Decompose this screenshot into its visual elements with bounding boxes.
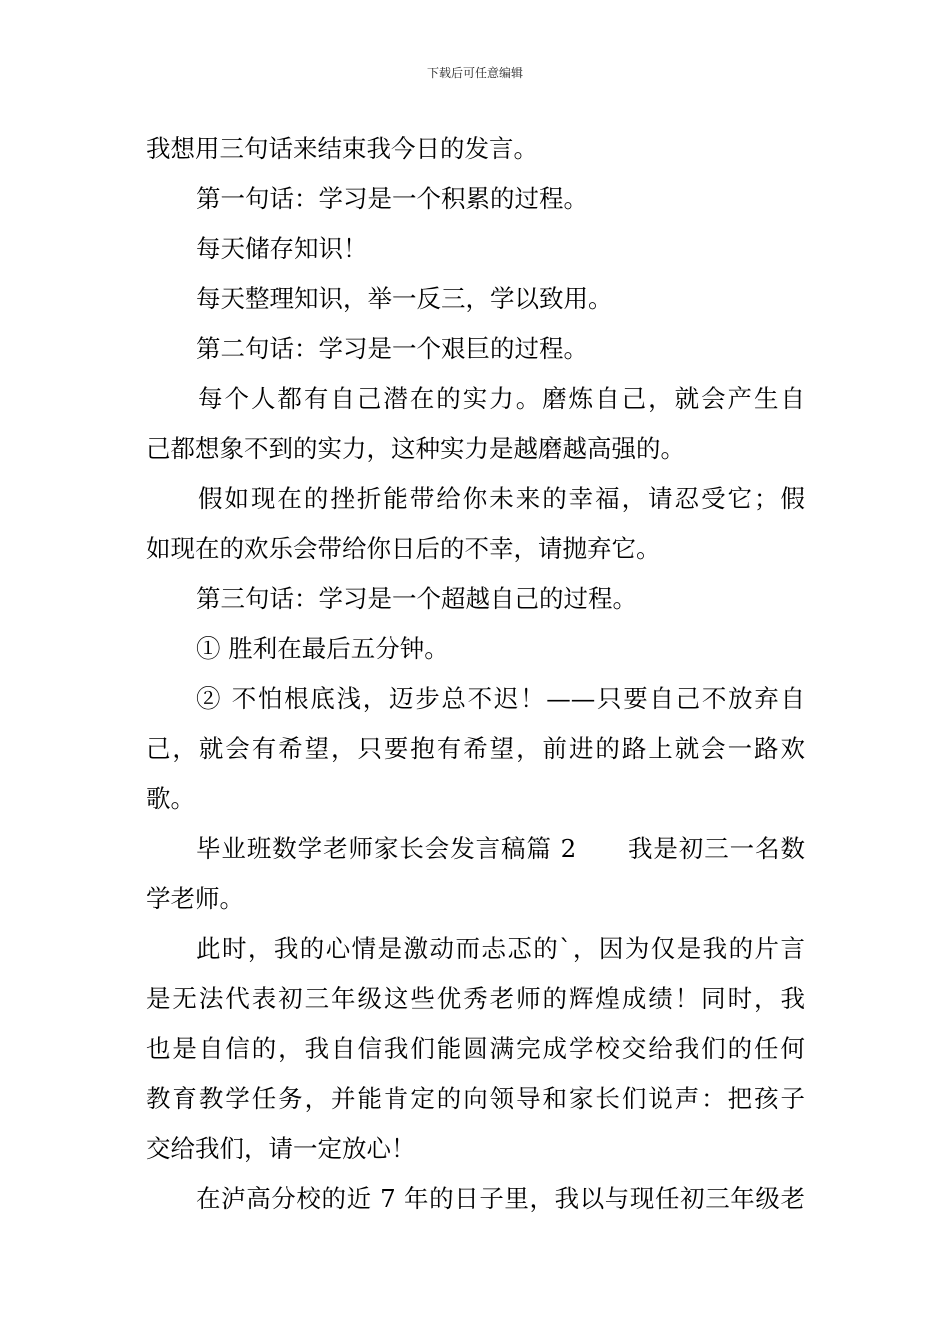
text-line: 交给我们，请一定放心！ [146, 1134, 416, 1163]
text-line: 己，就会有希望，只要抱有希望，前进的路上就会一路欢 [146, 734, 805, 763]
text-line: 如现在的欢乐会带给你日后的不幸，请抛弃它。 [146, 534, 661, 563]
text-line: 每天储存知识！ [196, 234, 368, 263]
text-line: 是无法代表初三年级这些优秀老师的辉煌成绩！同时，我 [146, 984, 805, 1013]
page-header: 下载后可任意编辑 [426, 66, 523, 80]
text-line: 教育教学任务，并能肯定的向领导和家长们说声：把孩子 [146, 1084, 805, 1113]
text-line: 此时，我的心情是激动而忐忑的`，因为仅是我的片言 [196, 934, 805, 963]
text-line: 己都想象不到的实力，这种实力是越磨越高强的。 [146, 434, 685, 463]
text-line: 也是自信的，我自信我们能圆满完成学校交给我们的任何 [146, 1034, 805, 1063]
text-line: 第二句话：学习是一个艰巨的过程。 [196, 334, 588, 363]
text-line: 在泸高分校的近 7 年的日子里，我以与现任初三年级老 [196, 1184, 805, 1213]
text-line: 学老师。 [146, 884, 244, 913]
text-line: 我想用三句话来结束我今日的发言。 [146, 134, 538, 163]
text-line: 毕业班数学老师家长会发言稿篇 2 我是初三一名数 [196, 834, 805, 863]
text-line: 假如现在的挫折能带给你未来的幸福，请忍受它；假 [198, 484, 805, 513]
text-line: 每天整理知识，举一反三，学以致用。 [196, 284, 613, 313]
text-line: 每个人都有自己潜在的实力。磨炼自己，就会产生自 [198, 384, 805, 413]
text-line: 第三句话：学习是一个超越自己的过程。 [196, 584, 637, 613]
text-line: 第一句话：学习是一个积累的过程。 [196, 184, 588, 213]
text-line: ② 不怕根底浅，迈步总不迟！——只要自己不放弃自 [196, 684, 805, 713]
text-line: ① 胜利在最后五分钟。 [196, 634, 449, 663]
text-line: 歌。 [146, 784, 195, 813]
